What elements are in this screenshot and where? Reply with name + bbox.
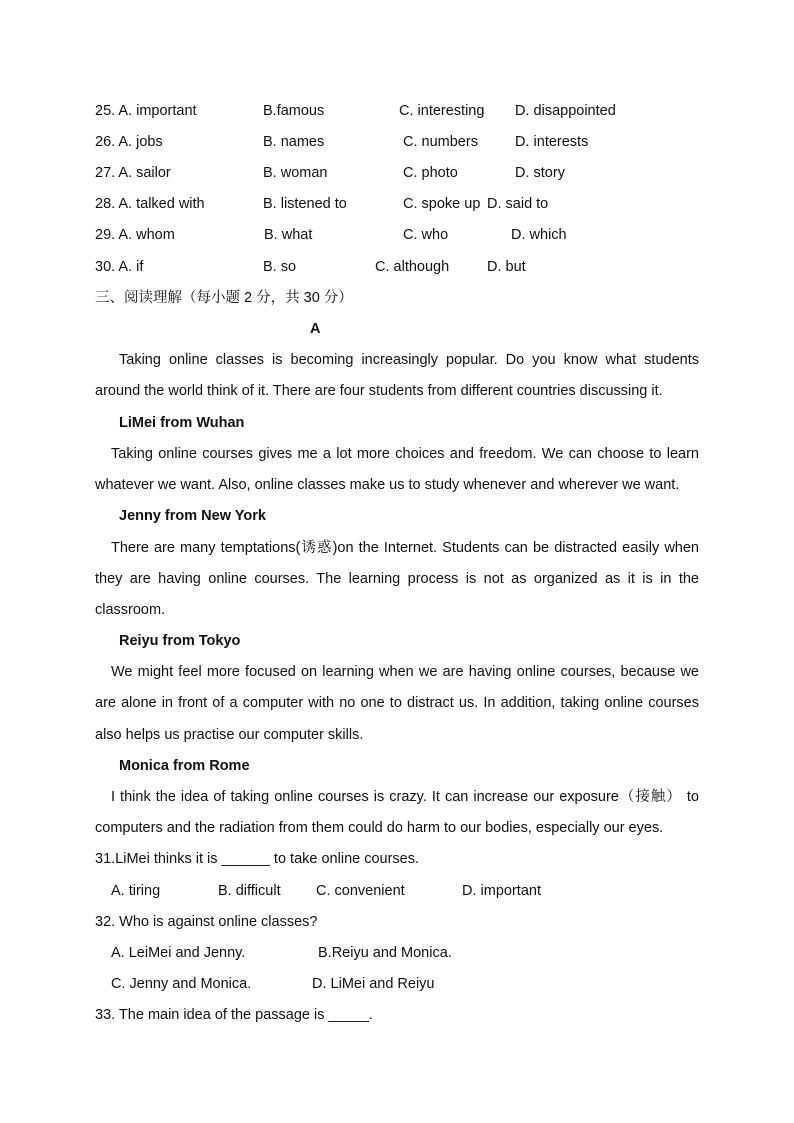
speaker-line: Taking online courses gives me a lot more choices and freedom. We can choose to learn xyxy=(111,446,699,462)
option-a: 26. A. jobs xyxy=(95,134,163,150)
option-a: 25. A. important xyxy=(95,103,197,119)
option-a: A. tiring xyxy=(111,883,161,899)
option-d: D. but xyxy=(487,259,526,275)
option-c: C. spoke up xyxy=(403,196,481,212)
question-32-stem: 32. Who is against online classes? xyxy=(95,914,318,930)
option-d: D. interests xyxy=(515,134,589,150)
speaker-name-reiyu: Reiyu from Tokyo xyxy=(119,633,241,649)
speaker-line: There are many temptations(诱惑)on the Internet. Students can be distracted easily when xyxy=(111,540,699,556)
option-a: 27. A. sailor xyxy=(95,165,171,181)
option-b: B. so xyxy=(263,259,297,275)
option-b: B. woman xyxy=(263,165,328,181)
option-d: D. disappointed xyxy=(515,103,616,119)
speaker-name-jenny: Jenny from New York xyxy=(119,508,266,524)
intro-line-2: around the world think of it. There are four students from different countries discussing it. xyxy=(95,383,663,399)
option-c: C. numbers xyxy=(403,134,478,150)
speaker-line: also helps us practise our computer skills. xyxy=(95,727,364,743)
option-b: B. names xyxy=(263,134,325,150)
option-d: D. said to xyxy=(487,196,549,212)
section-title: 三、阅读理解（每小题 2 分，共 30 分） xyxy=(95,290,353,306)
option-d: D. LiMei and Reiyu xyxy=(312,976,435,992)
option-c: C. photo xyxy=(403,165,458,181)
passage-label: A xyxy=(310,321,321,337)
option-b: B.famous xyxy=(263,103,325,119)
option-c: C. interesting xyxy=(399,103,485,119)
option-c: C. convenient xyxy=(316,883,405,899)
option-a: 29. A. whom xyxy=(95,227,175,243)
option-a: A. LeiMei and Jenny. xyxy=(111,945,246,961)
option-d: D. important xyxy=(462,883,541,899)
option-a: 30. A. if xyxy=(95,259,144,275)
option-b: B. difficult xyxy=(218,883,281,899)
option-c: C. Jenny and Monica. xyxy=(111,976,252,992)
option-c: C. who xyxy=(403,227,449,243)
option-d: D. story xyxy=(515,165,565,181)
speaker-line: are alone in front of a computer with no one to distract us. In addition, taking online courses xyxy=(95,695,699,711)
speaker-line: We might feel more focused on learning when we are having online courses, because we xyxy=(111,664,699,680)
option-c: C. although xyxy=(375,259,450,275)
speaker-name-limei: LiMei from Wuhan xyxy=(119,415,245,431)
option-a: 28. A. talked with xyxy=(95,196,205,212)
speaker-line: classroom. xyxy=(95,602,166,618)
option-b: B. what xyxy=(264,227,313,243)
speaker-line: I think the idea of taking online courses is crazy. It can increase our exposure（接触） to xyxy=(111,789,699,805)
speaker-line: computers and the radiation from them could do harm to our bodies, especially our eyes. xyxy=(95,820,664,836)
option-d: D. which xyxy=(511,227,567,243)
question-33-stem: 33. The main idea of the passage is _____. xyxy=(95,1007,373,1023)
intro-line-1: Taking online classes is becoming increasingly popular. Do you know what students xyxy=(119,352,699,368)
speaker-line: they are having online courses. The learning process is not as organized as it is in the xyxy=(95,571,699,587)
option-b: B. listened to xyxy=(263,196,347,212)
question-31-stem: 31.LiMei thinks it is ______ to take online courses. xyxy=(95,851,420,867)
option-b: B.Reiyu and Monica. xyxy=(318,945,452,961)
speaker-line: whatever we want. Also, online classes make us to study whenever and wherever we want. xyxy=(95,477,680,493)
speaker-name-monica: Monica from Rome xyxy=(119,758,250,774)
